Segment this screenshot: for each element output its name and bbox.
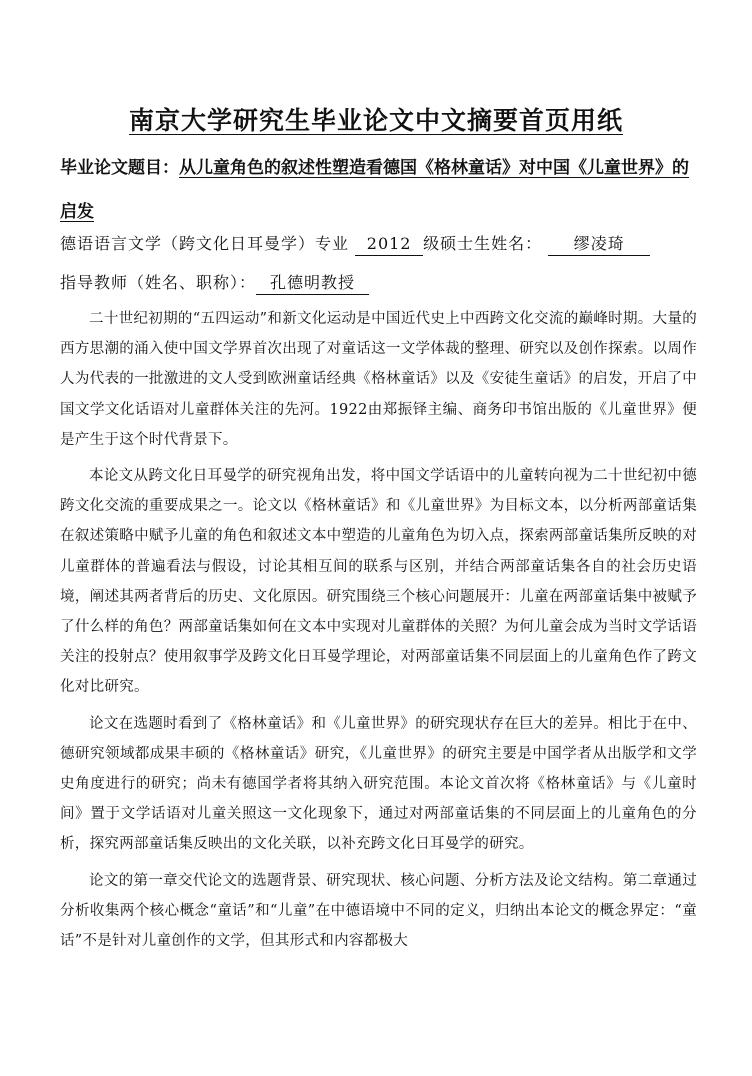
abstract-body bbox=[60, 304, 697, 962]
student-info-line bbox=[60, 231, 700, 257]
abstract-paragraph: 本论文从跨文化日耳曼学的研究视角出发，将中国文学话语中的儿童转向视为二十世纪初中德跨文化交流的重要成果之一。论文以《格林童话》和《儿童世界》为目标文本，以分析两部童话集在叙述策略中赋予儿童的角色和叙述文本中塑造的儿童角色为切入点，探索两部童话集所反映的对儿童群体的普遍看法与假设，讨论其相互间的联系与区别，并结合两部童话集各自的社会历史语境，阐述其两者背后的历史、文化原因。研究围绕三个核心问题展开：儿童在两部童话集中被赋予了什么样的角色？两部童话集如何在文本中实现对儿童群体的关照？为何儿童会成为当时文学话语关注的投射点？使用叙事学及跨文化日耳曼学理论，对两部童话集不同层面上的儿童角色作了跨文化对比研究。 bbox=[60, 468, 697, 696]
abstract-paragraph: 二十世纪初期的“五四运动”和新文化运动是中国近代史上中西跨文化交流的巅峰时期。大量的西方思潮的涌入使中国文学界首次出现了对童话这一文学体裁的整理、研究以及创作探索。以周作人为代表的一批激进的文人受到欧洲童话经典《格林童话》以及《安徒生童话》的启发，开启了中国文学文化话语对儿童群体关注的先河。1922由郑振铎主编、商务印书馆出版的《儿童世界》便是产生于这个时代背景下。 bbox=[60, 311, 697, 448]
major-value: 德语语言文学（跨文化日耳曼学） bbox=[60, 234, 316, 253]
thesis-title-block bbox=[60, 146, 700, 234]
thesis-title-label: 毕业论文题目： bbox=[60, 158, 179, 178]
advisor-info-line bbox=[60, 270, 700, 296]
degree-label: 级硕士生姓名： bbox=[423, 234, 543, 253]
thesis-title-value: 从儿童角色的叙述性塑造看德国《格林童话》对中国《儿童世界》的启发 bbox=[60, 158, 689, 222]
abstract-paragraph: 论文在选题时看到了《格林童话》和《儿童世界》的研究现状存在巨大的差异。相比于在中、德研究领域都成果丰硕的《格林童话》研究，《儿童世界》的研究主要是中国学者从出版学和文学史角度进行的研究；尚未有德国学者将其纳入研究范围。本论文首次将《格林童话》与《儿童时间》置于文学话语对儿童关照这一文化现象下，通过对两部童话集的不同层面上的儿童角色的分析，探究两部童话集反映出的文化关联，以补充跨文化日耳曼学的研究。 bbox=[60, 715, 697, 853]
major-suffix: 专业 bbox=[315, 234, 350, 253]
student-name-value: 缪凌琦 bbox=[548, 233, 650, 256]
abstract-paragraph: 论文的第一章交代论文的选题背景、研究现状、核心问题、分析方法及论文结构。第二章通过分析收集两个核心概念“童话”和“儿童”在中德语境中不同的定义，归纳出本论文的概念界定：“童话”不是针对儿童创作的文学，但其形式和内容都极大 bbox=[60, 872, 697, 950]
document-heading: 南京大学研究生毕业论文中文摘要首页用纸 bbox=[128, 106, 623, 135]
advisor-value: 孔德明教授 bbox=[256, 272, 369, 295]
year-value: 2012 bbox=[355, 233, 423, 256]
advisor-label: 指导教师（姓名、职称）： bbox=[60, 273, 257, 292]
